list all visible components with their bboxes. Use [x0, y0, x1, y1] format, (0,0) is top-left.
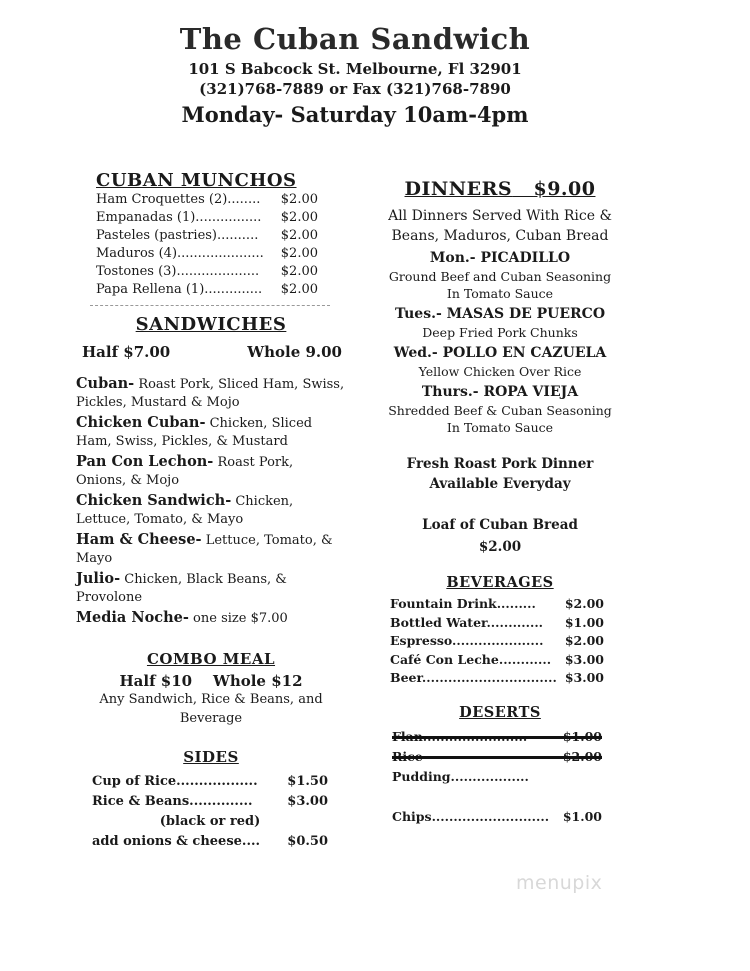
list-item: [76, 531, 346, 568]
item-desc: one size $7.00: [188, 611, 288, 626]
item-name: Tostones (3)....................: [96, 264, 260, 279]
item-desc: Roast Pork, Sliced Ham, Swiss, Pickles, Mustard & Mojo: [76, 377, 345, 410]
list-item: [392, 807, 602, 827]
sandwich-list: [76, 375, 346, 628]
left-column: [76, 170, 346, 852]
restaurant-hours: Monday- Saturday 10am-4pm: [181, 102, 529, 127]
list-item: [390, 651, 604, 670]
item-name: Media Noche-: [76, 609, 189, 626]
roast-pork-line-2: Available Everyday: [429, 476, 571, 492]
list-item: [96, 263, 318, 281]
combo-desc-2: Beverage: [179, 711, 243, 726]
item-desc: Roast Pork, Onions, & Mojo: [76, 455, 294, 488]
item-name: Ham Croquettes (2)........: [96, 192, 261, 207]
item-price: $2.00: [564, 596, 604, 611]
sides-list: [92, 772, 328, 852]
item-price: $1.00: [564, 614, 604, 630]
sandwiches-title: SANDWICHES: [135, 314, 287, 335]
restaurant-address: 101 S Babcock St. Melbourne, Fl 32901: [188, 60, 522, 78]
list-item: [392, 727, 602, 747]
munchos-list: [96, 191, 318, 299]
bread-loaf: [372, 514, 628, 558]
list-item: [96, 245, 318, 263]
list-item: [76, 492, 346, 529]
list-item: [372, 343, 628, 380]
item-name: Pasteles (pastries)..........: [96, 228, 259, 243]
dinners-title: [372, 178, 628, 200]
roast-pork-note: [372, 454, 628, 494]
right-column: [372, 178, 628, 827]
item-price: $1.00: [562, 728, 602, 744]
dinners-desc: All Dinners Served With Rice & Beans, Maduros, Cuban Bread: [388, 208, 612, 244]
sides-title: SIDES: [183, 748, 239, 766]
menu-header: [0, 22, 710, 127]
day-desc: Shredded Beef & Cuban Seasoning: [388, 403, 612, 418]
combo-title: COMBO MEAL: [146, 650, 276, 668]
deserts-list: [392, 727, 602, 827]
item-name: Espresso.....................: [390, 633, 544, 648]
item-price: $0.50: [287, 834, 328, 849]
item-price: $2.00: [562, 748, 602, 764]
watermark: menupix: [516, 872, 603, 894]
day-name: Mon.- PICADILLO: [429, 250, 571, 266]
list-item: [390, 669, 604, 688]
list-item: [390, 632, 604, 651]
combo-desc: Any Sandwich, Rice & Beans, and: [99, 692, 323, 707]
roast-pork-line-1: Fresh Roast Pork Dinner: [406, 456, 594, 472]
combo-prices: [76, 672, 346, 690]
combo-whole: Whole $12: [212, 672, 303, 690]
item-name: add onions & cheese....: [92, 834, 261, 849]
item-name: Empanadas (1)................: [96, 210, 262, 225]
item-price: $1.00: [562, 808, 602, 824]
list-item: [76, 570, 346, 607]
half-price: Half $7.00: [82, 343, 171, 361]
item-name: Pan Con Lechon-: [76, 453, 214, 470]
item-name: Flan........................: [392, 728, 528, 744]
list-item: [96, 191, 318, 209]
bread-loaf-price: $2.00: [478, 539, 522, 555]
item-name: Cuban-: [76, 375, 135, 392]
list-item: [372, 382, 628, 436]
day-desc: Deep Fried Pork Chunks: [422, 325, 578, 340]
item-desc: Lettuce, Tomato, & Mayo: [76, 533, 333, 566]
list-item: [76, 609, 346, 628]
item-name: Papa Rellena (1)..............: [96, 282, 263, 297]
item-price: $2.00: [564, 633, 604, 648]
item-price: $2.00: [280, 228, 318, 243]
item-name: Bottled Water.............: [390, 614, 544, 630]
list-item: [392, 747, 602, 787]
list-item: [76, 453, 346, 490]
sandwich-prices: [82, 343, 342, 361]
item-name: Fountain Drink.........: [390, 596, 536, 611]
item-price: $2.00: [280, 192, 318, 207]
bread-loaf-label: Loaf of Cuban Bread: [422, 517, 578, 533]
item-desc: Chicken, Lettuce, Tomato, & Mayo: [76, 494, 294, 527]
item-price: $2.00: [280, 246, 318, 261]
item-name: Julio-: [76, 570, 121, 587]
item-price: $2.00: [280, 282, 318, 297]
dinners-price: $9.00: [533, 178, 596, 200]
item-desc: Chicken, Black Beans, & Provolone: [76, 572, 287, 605]
restaurant-name: The Cuban Sandwich: [179, 22, 531, 56]
item-price: $2.00: [280, 264, 318, 279]
beverages-title: BEVERAGES: [446, 574, 554, 591]
day-desc: Yellow Chicken Over Rice: [418, 364, 582, 379]
item-name: Chicken Sandwich-: [76, 492, 232, 509]
item-name: Café Con Leche............: [390, 651, 552, 667]
dinners-label: DINNERS: [404, 178, 513, 200]
item-name: Rice & Beans..............: [92, 794, 253, 809]
deserts-title: DESERTS: [459, 703, 541, 721]
item-name: Maduros (4).....................: [96, 246, 264, 261]
item-name: Beer...............................: [390, 670, 557, 685]
day-name: Thurs.- ROPA VIEJA: [421, 384, 579, 400]
list-item: [92, 772, 328, 792]
item-price: $2.00: [280, 210, 318, 225]
restaurant-phones: (321)768-7889 or Fax (321)768-7890: [199, 80, 511, 98]
item-price: $3.00: [287, 794, 328, 809]
list-item: [390, 614, 604, 633]
list-item: [372, 248, 628, 302]
list-item: [92, 832, 328, 852]
list-item: [372, 304, 628, 341]
list-item: [76, 414, 346, 451]
item-price: $3.00: [564, 670, 604, 685]
list-item: [96, 209, 318, 227]
day-desc-2: In Tomato Sauce: [446, 420, 554, 435]
item-desc: Chicken, Sliced Ham, Swiss, Pickles, & Mustard: [76, 416, 313, 449]
item-name: Cup of Rice..................: [92, 774, 258, 789]
item-name: Chicken Cuban-: [76, 414, 206, 431]
list-item: [96, 281, 318, 299]
day-desc: Ground Beef and Cuban Seasoning: [388, 269, 612, 284]
beverages-list: [390, 595, 604, 688]
sides-note: (black or red): [159, 814, 261, 829]
combo-half: Half $10: [119, 672, 193, 690]
day-name: Tues.- MASAS DE PUERCO: [394, 306, 606, 322]
munchos-title: CUBAN MUNCHOS: [96, 170, 297, 191]
item-price: $1.50: [287, 774, 328, 789]
day-name: Wed.- POLLO EN CAZUELA: [393, 345, 607, 361]
list-item: [92, 792, 328, 812]
day-desc-2: In Tomato Sauce: [446, 286, 554, 301]
list-item: [390, 595, 604, 614]
item-name: Chips...........................: [392, 808, 550, 824]
divider: [90, 305, 330, 306]
item-price: $3.00: [564, 651, 604, 667]
whole-price: Whole 9.00: [247, 343, 342, 361]
item-name: Rice Pudding..................: [392, 748, 529, 784]
list-item: [76, 375, 346, 412]
list-item: [96, 227, 318, 245]
item-name: Ham & Cheese-: [76, 531, 202, 548]
